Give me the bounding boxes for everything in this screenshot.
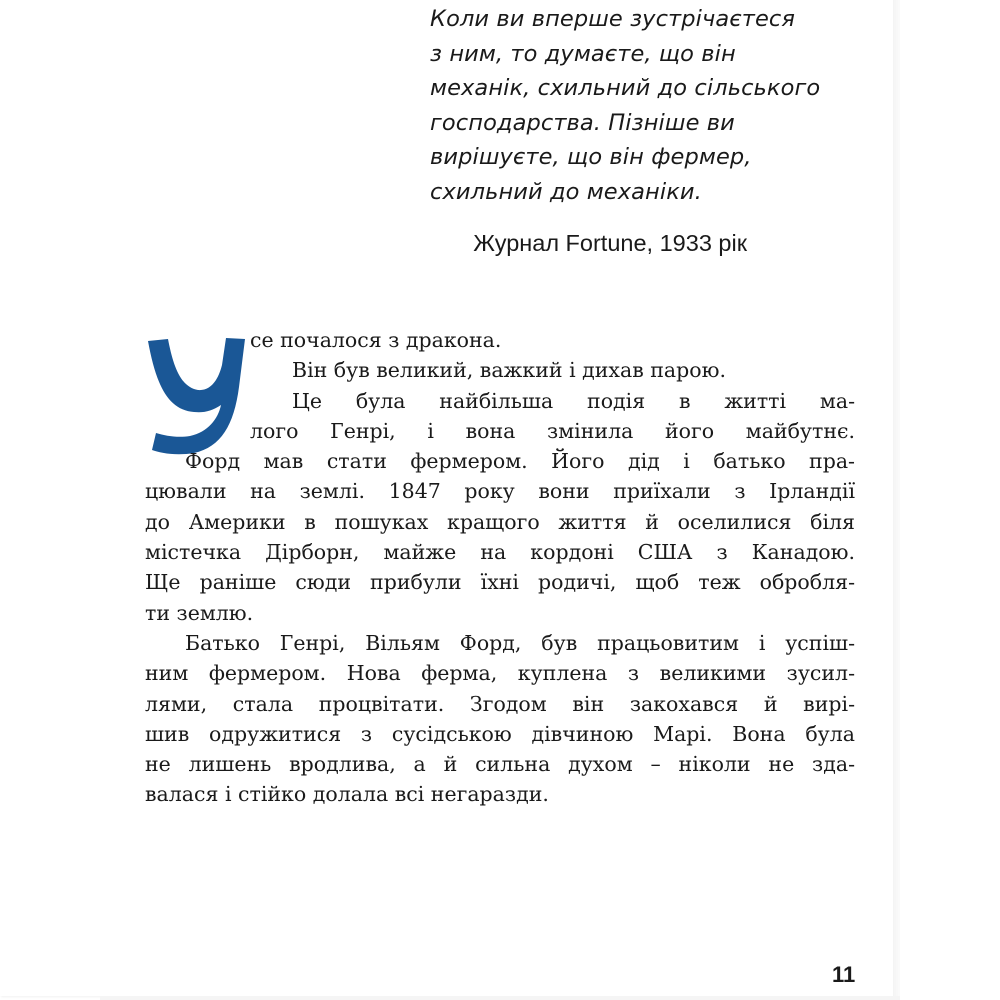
body-line: Батько Генрі, Вільям Форд, був працьовитим і успіш- xyxy=(185,630,855,655)
epigraph-line: з ним, то думаєте, що він xyxy=(430,40,736,67)
body-line: ним фермером. Нова ферма, куплена з великими зусил- xyxy=(145,661,855,686)
page-edge xyxy=(893,0,900,996)
body-line: ти землю. xyxy=(145,600,254,625)
body-line: се почалося з дракона. xyxy=(250,328,502,352)
body-text xyxy=(145,325,855,810)
body-line: шив одружитися з сусідською дівчиною Марі. Вона була xyxy=(145,721,855,746)
body-line: Він був великий, важкий і дихав парою. xyxy=(292,358,726,383)
body-line: містечка Дірборн, майже на кордоні США з Канадою. xyxy=(145,540,855,565)
body-line: не лишень вродлива, а й сильна духом – ніколи не зда- xyxy=(145,752,855,777)
epigraph-line: вирішуєте, що він фермер, xyxy=(430,144,752,170)
epigraph-line: схильний до механіки. xyxy=(430,178,702,205)
body-line: до Америки в пошуках кращого життя й оселилися біля xyxy=(145,509,855,534)
page-edge xyxy=(100,996,900,1000)
body-line: валася і стійко долала всі негаразди. xyxy=(145,782,549,807)
epigraph-line: Коли ви вперше зустрічаєтеся xyxy=(430,6,795,32)
body-line: Ще раніше сюди прибули їхні родичі, щоб теж обробля- xyxy=(145,570,855,595)
body-line: цювали на землі. 1847 року вони приїхали з Ірландії xyxy=(145,479,855,504)
body-line: Це була найбільша подія в житті ма- xyxy=(292,388,855,413)
page-number: 11 xyxy=(832,962,856,987)
body-line: Форд мав стати фермером. Його дід і батько пра- xyxy=(185,449,855,474)
epigraph-line: механік, схильний до сільського xyxy=(430,75,821,101)
epigraph xyxy=(430,2,870,209)
epigraph-source: Журнал Fortune, 1933 рік xyxy=(473,230,747,256)
epigraph-line: господарства. Пізніше ви xyxy=(430,109,735,136)
body-line: лями, стала процвітати. Згодом він закохався й вирі- xyxy=(145,691,855,716)
body-line: лого Генрі, і вона змінила його майбутнє. xyxy=(250,418,855,443)
